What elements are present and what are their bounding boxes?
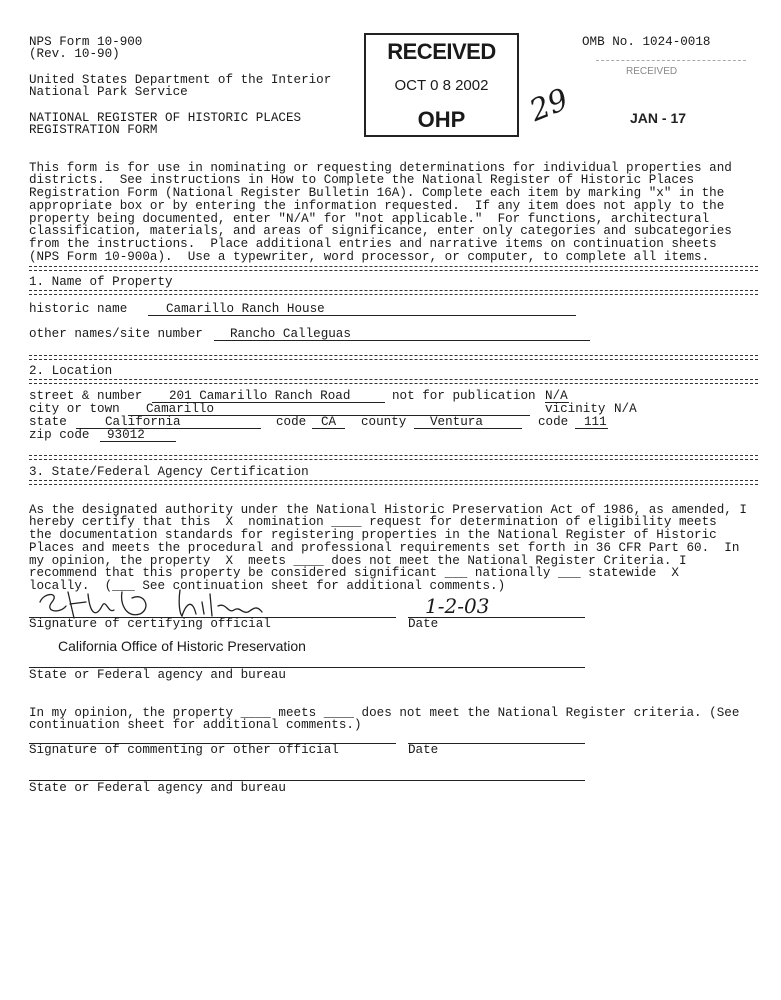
section-divider — [29, 379, 758, 384]
signature-date-value: 1-2-03 — [425, 594, 490, 618]
street-label: street & number — [29, 389, 143, 403]
instructions-line: property being documented, enter "N/A" for "not applicable." For functions, architectural — [29, 211, 710, 226]
form-title: REGISTRATION FORM — [29, 123, 158, 137]
county-label: county — [361, 415, 407, 429]
zip-label: zip code — [29, 428, 90, 442]
omb-number: OMB No. 1024-0018 — [582, 35, 711, 49]
vicinity-label: vicinity — [545, 402, 606, 416]
section1-heading: 1. Name of Property — [29, 275, 173, 289]
county-code-label: code — [538, 415, 569, 429]
instructions — [29, 149, 759, 276]
certification-line: recommend that this property be considered significant ___ nationally ___ statewide X — [29, 566, 679, 581]
faint-stamp-border — [596, 60, 746, 61]
state-code-value: CA — [321, 415, 337, 429]
section-divider — [29, 355, 758, 360]
county-value: Ventura — [430, 415, 483, 429]
commenting-date-label: Date — [408, 743, 439, 757]
vicinity-value: N/A — [614, 402, 637, 416]
handwritten-number: 29 — [524, 82, 574, 129]
faint-stamp-date: JAN - 17 — [630, 110, 687, 126]
commenting-signature-label: Signature of commenting or other official — [29, 743, 339, 757]
state-code-label: code — [276, 415, 307, 429]
city-label: city or town — [29, 402, 120, 416]
opinion-line: continuation sheet for additional comments.) — [29, 718, 362, 733]
certification-line: locally. (___ See continuation sheet for additional comments.) — [29, 578, 506, 593]
section-divider — [29, 290, 758, 295]
historic-name-label: historic name — [29, 302, 128, 316]
received-stamp — [364, 33, 519, 137]
instructions-line: appropriate box or by entering the information requested. If any item does not apply to the — [29, 198, 725, 213]
agency-label-2: State or Federal agency and bureau — [29, 781, 286, 795]
form-revision: (Rev. 10-90) — [29, 47, 120, 61]
signature-label: Signature of certifying official — [29, 617, 271, 631]
not-for-publication-label: not for publication — [392, 389, 536, 403]
signature-date-label: Date — [408, 617, 439, 631]
department-name: United States Department of the Interior — [29, 73, 332, 87]
section3-heading: 3. State/Federal Agency Certification — [29, 465, 309, 479]
certification-line: my opinion, the property X meets ____ does not meet the National Register Criteria. I — [29, 553, 687, 568]
instructions-line: districts. See instructions in How to Complete the National Register of Historic Places — [29, 173, 695, 188]
certification-line: Places and meets the procedural and professional requirements set forth in 36 CFR Part 60. In — [29, 540, 740, 555]
section2-heading: 2. Location — [29, 364, 113, 378]
zip-value: 93012 — [107, 428, 145, 442]
section-divider — [29, 266, 758, 271]
form-number: NPS Form 10-900 — [29, 35, 143, 49]
county-code-value: 111 — [584, 415, 607, 429]
stamp-date: OCT 0 8 2002 — [394, 77, 489, 94]
section-divider — [29, 455, 758, 460]
not-for-publication-value: N/A — [545, 389, 568, 403]
street-value: 201 Camarillo Ranch Road — [169, 389, 351, 403]
city-value: Camarillo — [146, 402, 215, 416]
certification-line: the documentation standards for registering properties in the National Register of Historic — [29, 528, 717, 543]
agency-name: California Office of Historic Preservation — [58, 638, 306, 654]
agency-label: State or Federal agency and bureau — [29, 668, 286, 682]
certification-line: As the designated authority under the National Historic Preservation Act of 1986, as amended, I — [29, 502, 747, 517]
certification-line: hereby certify that this X nomination ____ request for determination of eligibility meets — [29, 515, 717, 530]
instructions-line: Registration Form (National Register Bulletin 16A). Complete each item by marking "x" in the — [29, 186, 725, 201]
other-names-value: Rancho Calleguas — [230, 327, 351, 341]
opinion-line: In my opinion, the property ____ meets ____ does not meet the National Register criteria. (See — [29, 705, 740, 720]
service-name: National Park Service — [29, 85, 188, 99]
historic-name-value: Camarillo Ranch House — [166, 302, 325, 316]
section-divider — [29, 480, 758, 485]
state-value: California — [105, 415, 181, 429]
stamp-office: OHP — [417, 107, 466, 132]
other-names-label: other names/site number — [29, 327, 203, 341]
stamp-title: RECEIVED — [387, 39, 496, 64]
opinion-text — [29, 694, 759, 745]
faint-received-stamp: RECEIVED — [626, 66, 678, 77]
state-label: state — [29, 415, 67, 429]
instructions-line: from the instructions. Place additional entries and narrative items on continuation sheets — [29, 236, 717, 251]
instructions-line: classification, materials, and areas of significance, enter only categories and subcategories — [29, 224, 732, 239]
instructions-line: This form is for use in nominating or requesting determinations for individual properties and — [29, 160, 732, 175]
instructions-line: (NPS Form 10-900a). Use a typewriter, word processor, or computer, to complete all items. — [29, 249, 710, 264]
register-title: NATIONAL REGISTER OF HISTORIC PLACES — [29, 111, 302, 125]
